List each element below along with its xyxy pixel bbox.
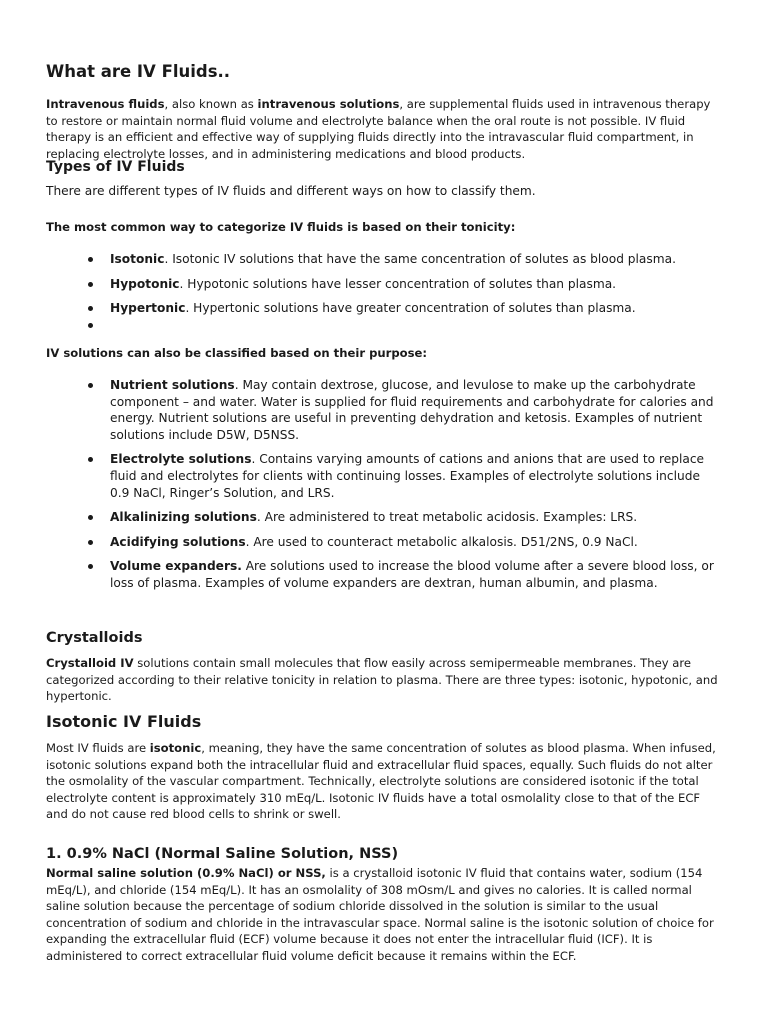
isotonic-heading: Isotonic IV Fluids — [46, 712, 202, 731]
types-paragraph: There are different types of IV fluids and different ways on how to classify them. — [46, 184, 536, 198]
list-item-text: Are solutions used to increase the blood volume after a severe blood loss, or loss of plasma. Examples of volume expanders are dextran, human albumin, and plasma. — [110, 559, 714, 590]
intro-text-2: , are supplemental fluids used in intravenous therapy to restore or maintain normal fluid volume and electrolyte balance when the oral route is not possible. IV fluid therapy is an efficient and effective way of supplying fluids directly into the intravascular fluid compartment, in replacing electrolyte losses, and in administering medications and blood products. — [46, 97, 711, 161]
list-item-term: Volume expanders. — [110, 559, 242, 574]
intro-term-1: Intravenous fluids — [46, 97, 165, 111]
nss-paragraph — [46, 865, 722, 965]
list-item-term: Nutrient solutions — [110, 378, 235, 392]
crystalloids-paragraph — [46, 655, 722, 705]
intro-paragraph — [46, 96, 722, 162]
list-item-text: . May contain dextrose, glucose, and levulose to make up the carbohydrate component – and water. Water is supplied for fluid requirements and carbohydrate for calories and energy. Nutrient solutions are useful in preventing dehydration and ketosis. Examples of nutrient solutions include D5W, D5NSS. — [110, 378, 714, 442]
list-item-term: Isotonic — [110, 252, 165, 266]
nss-heading: 1. 0.9% NaCl (Normal Saline Solution, NSS) — [46, 846, 399, 862]
list-item — [46, 451, 722, 501]
list-item-text: . Are used to counteract metabolic alkalosis. D51/2NS, 0.9 NaCl. — [245, 534, 638, 549]
isotonic-term: isotonic — [149, 741, 202, 755]
crystalloids-text: solutions contain small molecules that flow easily across semipermeable membranes. They are categorized according to their relative tonicity in relation to plasma. There are three types: isotonic, hypotonic, and hypertonic. — [46, 656, 718, 704]
list-item-text: . Hypotonic solutions have lesser concentration of solutes than plasma. — [179, 276, 617, 291]
list-item — [46, 534, 722, 551]
list-item-term: Electrolyte solutions — [110, 452, 252, 467]
list-item-text: . Isotonic IV solutions that have the same concentration of solutes as blood plasma. — [164, 252, 676, 266]
tonicity-heading: The most common way to categorize IV fluids is based on their tonicity: — [46, 220, 516, 234]
crystalloids-term: Crystalloid IV — [46, 656, 134, 670]
purpose-list — [46, 377, 722, 592]
list-item-empty — [46, 317, 722, 328]
nss-text: is a crystalloid isotonic IV fluid that contains water, sodium (154 mEq/L), and chloride (154 mEq/L). It has an osmolality of 308 mOsm/L and gives no calories. It is called normal saline solution because the percentage of sodium chloride dissolved in the solution is similar to the usual concentration of sodium and chloride in the intravascular space. Normal saline is the isotonic solution of choice for expanding the extracellular fluid (ECF) volume because it does not enter the intracellular fluid (ICF). It is administered to correct extracellular fluid volume deficit because it remains within the ECF. — [46, 866, 714, 963]
list-item-term: Hypertonic — [110, 301, 186, 316]
list-item-text: . Are administered to treat metabolic acidosis. Examples: LRS. — [256, 510, 638, 525]
crystalloids-heading: Crystalloids — [46, 630, 143, 646]
list-item-term: Hypotonic — [110, 276, 180, 291]
intro-term-2: intravenous solutions — [257, 97, 400, 111]
list-item — [46, 300, 722, 317]
isotonic-paragraph — [46, 740, 722, 823]
types-heading: Types of IV Fluids — [46, 159, 185, 175]
tonicity-list — [46, 251, 722, 328]
list-item — [46, 377, 722, 443]
list-item-term: Acidifying solutions — [110, 534, 246, 549]
list-item — [46, 276, 722, 293]
isotonic-text-1: Most IV fluids are — [46, 741, 150, 755]
list-item — [46, 558, 722, 591]
list-item-term: Alkalinizing solutions — [110, 510, 257, 525]
purpose-heading: IV solutions can also be classified based on their purpose: — [46, 346, 428, 360]
nss-term: Normal saline solution (0.9% NaCl) or NSS, — [46, 866, 326, 880]
list-item — [46, 509, 722, 526]
list-item — [46, 251, 722, 268]
list-item-text: . Contains varying amounts of cations and anions that are used to replace fluid and electrolytes for clients with continuing losses. Examples of electrolyte solutions include 0.9 NaCl, Ringer’s Solution, and LRS. — [110, 452, 705, 500]
isotonic-text-2: , meaning, they have the same concentration of solutes as blood plasma. When infused, isotonic solutions expand both the intracellular fluid and extracellular fluid spaces, equally. Such fluids do not alter the osmolality of the vascular compartment. Technically, electrolyte solutions are considered isotonic if the total electrolyte content is approximately 310 mEq/L. Isotonic IV fluids have a total osmolality close to that of the ECF and do not cause red blood cells to shrink or swell. — [46, 741, 716, 822]
intro-text-1: , also known as — [164, 97, 258, 111]
page-title: What are IV Fluids.. — [46, 62, 231, 81]
list-item-text: . Hypertonic solutions have greater concentration of solutes than plasma. — [185, 301, 636, 316]
